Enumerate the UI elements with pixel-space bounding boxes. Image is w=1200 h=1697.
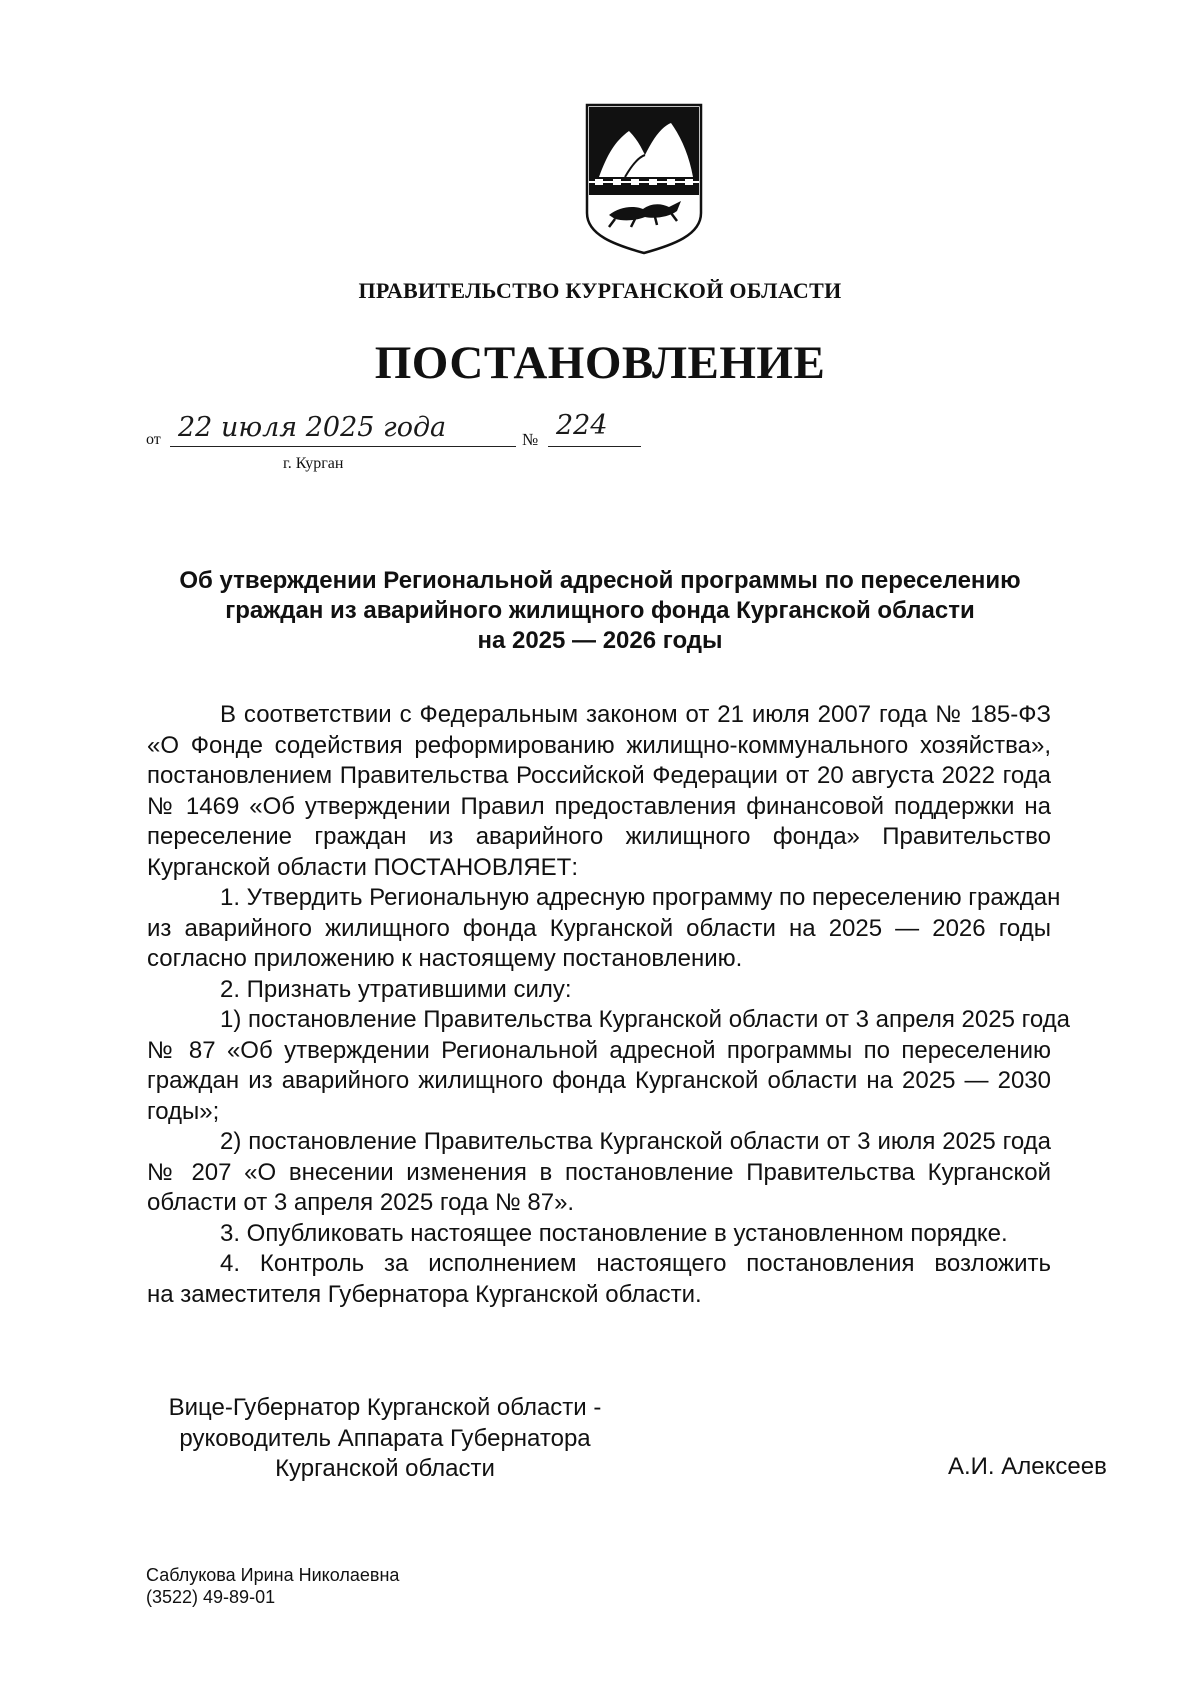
body-line: из аварийного жилищного фонда Курганской области на 2025 — 2026 годы [147,914,1051,942]
number-label: № [522,430,539,449]
body-line: граждан из аварийного жилищного фонда Курганской области на 2025 — 2030 [147,1067,1051,1094]
signatory-position [0,1393,770,1485]
body-line: 1. Утвердить Региональную адресную программу по переселению граждан [220,884,1061,911]
city-label: г. Курган [283,455,344,472]
title-line: граждан из аварийного жилищного фонда Курганской области [225,597,975,624]
body-line: 1) постановление Правительства Курганской области от 3 апреля 2025 года [220,1006,1070,1033]
coat-of-arms-icon [585,103,703,255]
handwritten-number: 224 [556,410,608,441]
body-line: 2) постановление Правительства Курганской области от 3 июля 2025 года [220,1128,1051,1155]
body-line: Курганской области ПОСТАНОВЛЯЕТ: [147,853,578,881]
body-line: постановлением Правительства Российской Федерации от 20 августа 2022 года [147,762,1051,789]
body-line: согласно приложению к настоящему постановлению. [147,945,743,972]
body-line: № 1469 «Об утверждении Правил предоставления финансовой поддержки на [147,792,1051,820]
organization-name: ПРАВИТЕЛЬСТВО КУРГАНСКОЙ ОБЛАСТИ [358,278,842,303]
date-from-label: от [146,431,161,448]
body-line: переселение граждан из аварийного жилищного фонда» Правительство [147,823,1051,850]
document-type-heading: ПОСТАНОВЛЕНИЕ [374,337,826,389]
title-line: на 2025 — 2026 годы [477,627,723,654]
signatory-position-line: руководитель Аппарата Губернатора [179,1424,591,1452]
number-underline [548,446,641,447]
signatory-position-line: Вице-Губернатор Курганской области - [168,1394,602,1421]
body-line: на заместителя Губернатора Курганской области. [147,1280,702,1308]
body-line: 3. Опубликовать настоящее постановление в установленном порядке. [220,1219,1008,1247]
body-line: 2. Признать утратившими силу: [220,975,572,1003]
title-line: Об утверждении Региональной адресной программы по переселению [179,567,1021,594]
document-body [147,700,1070,1310]
body-line: области от 3 апреля 2025 года № 87». [147,1189,575,1216]
body-line: В соответствии с Федеральным законом от 21 июля 2007 года № 185-ФЗ [220,701,1051,728]
body-line: № 207 «О внесении изменения в постановление Правительства Курганской [147,1158,1051,1186]
document-title [150,566,1050,656]
signatory-position-line: Курганской области [275,1455,495,1482]
executor-name: Саблукова Ирина Николаевна [146,1565,400,1585]
executor-contact [146,1564,399,1608]
body-line: «О Фонде содействия реформированию жилищно-коммунального хозяйства», [147,731,1051,759]
signatory-name: А.И. Алексеев [948,1453,1107,1480]
body-line: годы»; [147,1097,220,1125]
body-line: № 87 «Об утверждении Региональной адресной программы по переселению [147,1036,1051,1064]
body-line: 4. Контроль за исполнением настоящего постановления возложить [220,1250,1051,1277]
handwritten-date: 22 июля 2025 года [178,412,447,443]
executor-phone: (3522) 49-89-01 [146,1587,276,1607]
date-underline [170,446,516,447]
